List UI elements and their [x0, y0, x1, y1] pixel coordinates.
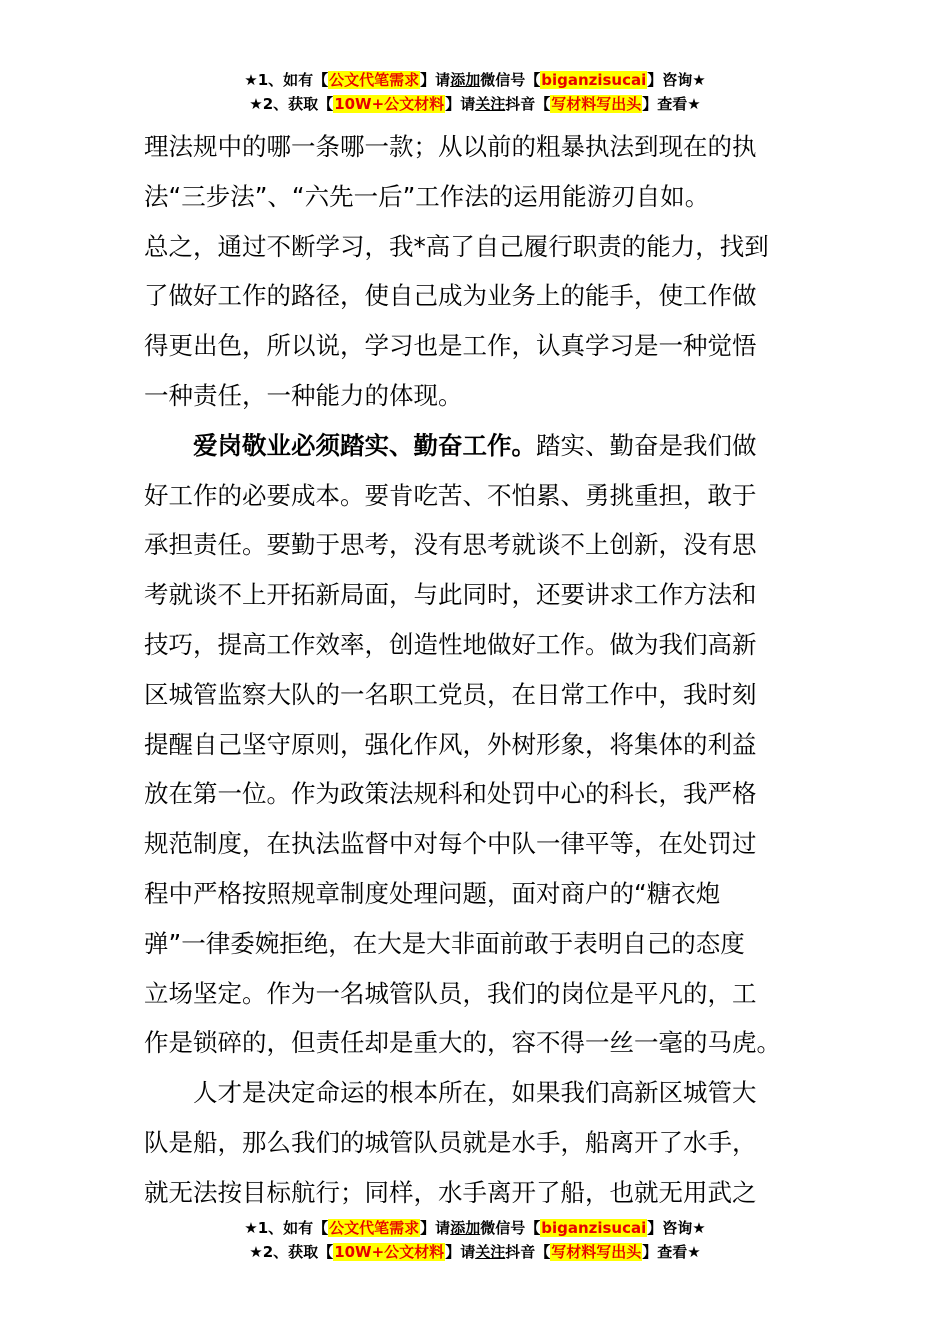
banner-text: 】请 — [445, 1243, 476, 1261]
banner-highlight: 公文代笔需求 — [329, 71, 420, 89]
banner-text: 】请 — [420, 1219, 451, 1237]
text-line: 总之，通过不断学习，我*高了自己履行职责的能力，找到 — [144, 231, 769, 261]
banner-text: 】查看★ — [642, 95, 701, 113]
banner-line-1 — [0, 1216, 950, 1240]
text-run: 踏实、勤奋是我们做 — [536, 430, 757, 460]
text-line: 提醒自己坚守原则，强化作风，外树形象，将集体的利益 — [144, 729, 757, 759]
banner-highlight: biganzisucai — [541, 71, 647, 89]
paragraph-heading: 爱岗敬业必须踏实、勤奋工作。 — [193, 430, 536, 460]
text-line: 就无法按目标航行；同样，水手离开了船，也就无用武之 — [144, 1177, 757, 1207]
text-line: 作是锁碎的，但责任却是重大的，容不得一丝一毫的马虎。 — [144, 1028, 781, 1058]
banner-text: 微信号【 — [480, 71, 541, 89]
text-line: 法“三步法”、“六先一后”工作法的运用能游刃自如。 — [144, 181, 710, 211]
text-line: 立场坚定。作为一名城管队员，我们的岗位是平凡的，工 — [144, 978, 757, 1008]
text-line: 人才是决定命运的根本所在，如果我们高新区城管大 — [193, 1078, 757, 1108]
banner-text: 】查看★ — [642, 1243, 701, 1261]
banner-text: ★2、获取【 — [249, 1243, 334, 1261]
banner-highlight: 10W+公文材料 — [334, 95, 445, 113]
paragraph-3 — [144, 1068, 812, 1217]
text-line — [144, 421, 812, 471]
text-line: 得更出色，所以说，学习也是工作，认真学习是一种觉悟 — [144, 331, 757, 361]
header-banner — [0, 68, 950, 116]
banner-text: 】咨询★ — [647, 1219, 706, 1237]
text-line: 了做好工作的路径，使自己成为业务上的能手，使工作做 — [144, 281, 757, 311]
text-line: 理法规中的哪一条哪一款；从以前的粗暴执法到现在的执 — [144, 132, 757, 161]
banner-highlight: 写材料写出头 — [551, 1243, 642, 1261]
text-line: 承担责任。要勤于思考，没有思考就谈不上创新，没有思 — [144, 530, 757, 560]
text-line: 好工作的必要成本。要肯吃苦、不怕累、勇挑重担，敢于 — [144, 480, 757, 510]
text-line: 规范制度，在执法监督中对每个中队一律平等，在处罚过 — [144, 829, 757, 859]
text-line: 一种责任，一种能力的体现。 — [144, 380, 463, 410]
banner-highlight: biganzisucai — [541, 1219, 647, 1237]
paragraph-1 — [144, 122, 812, 421]
banner-underlined: 添加 — [450, 1219, 481, 1237]
banner-line-2 — [0, 1240, 950, 1264]
banner-highlight: 10W+公文材料 — [334, 1243, 445, 1261]
text-line: 程中严格按照规章制度处理问题，面对商户的“糖衣炮 — [144, 878, 721, 908]
text-line: 技巧，提高工作效率，创造性地做好工作。做为我们高新 — [144, 629, 757, 659]
banner-underlined: 关注 — [475, 95, 506, 113]
text-line: 队是船，那么我们的城管队员就是水手，船离开了水手， — [144, 1127, 757, 1157]
text-line: 弹”一律委婉拒绝，在大是大非面前敢于表明自己的态度 — [144, 928, 745, 958]
banner-text: 抖音【 — [505, 1243, 551, 1261]
banner-text: 微信号【 — [480, 1219, 541, 1237]
banner-line-1 — [0, 68, 950, 92]
document-body — [144, 122, 812, 1218]
banner-text: ★1、如有【 — [244, 71, 329, 89]
banner-line-2 — [0, 92, 950, 116]
banner-text: 】咨询★ — [647, 71, 706, 89]
banner-highlight: 写材料写出头 — [551, 95, 642, 113]
text-line: 区城管监察大队的一名职工党员，在日常工作中，我时刻 — [144, 679, 757, 709]
paragraph-2 — [144, 421, 812, 1068]
footer-banner — [0, 1216, 950, 1264]
banner-underlined: 添加 — [450, 71, 481, 89]
banner-text: ★2、获取【 — [249, 95, 334, 113]
banner-text: 】请 — [420, 71, 451, 89]
banner-underlined: 关注 — [475, 1243, 506, 1261]
text-line: 放在第一位。作为政策法规科和处罚中心的科长，我严格 — [144, 779, 757, 809]
banner-text: ★1、如有【 — [244, 1219, 329, 1237]
banner-text: 】请 — [445, 95, 476, 113]
banner-text: 抖音【 — [505, 95, 551, 113]
banner-highlight: 公文代笔需求 — [329, 1219, 420, 1237]
text-line: 考就谈不上开拓新局面，与此同时，还要讲求工作方法和 — [144, 580, 757, 610]
